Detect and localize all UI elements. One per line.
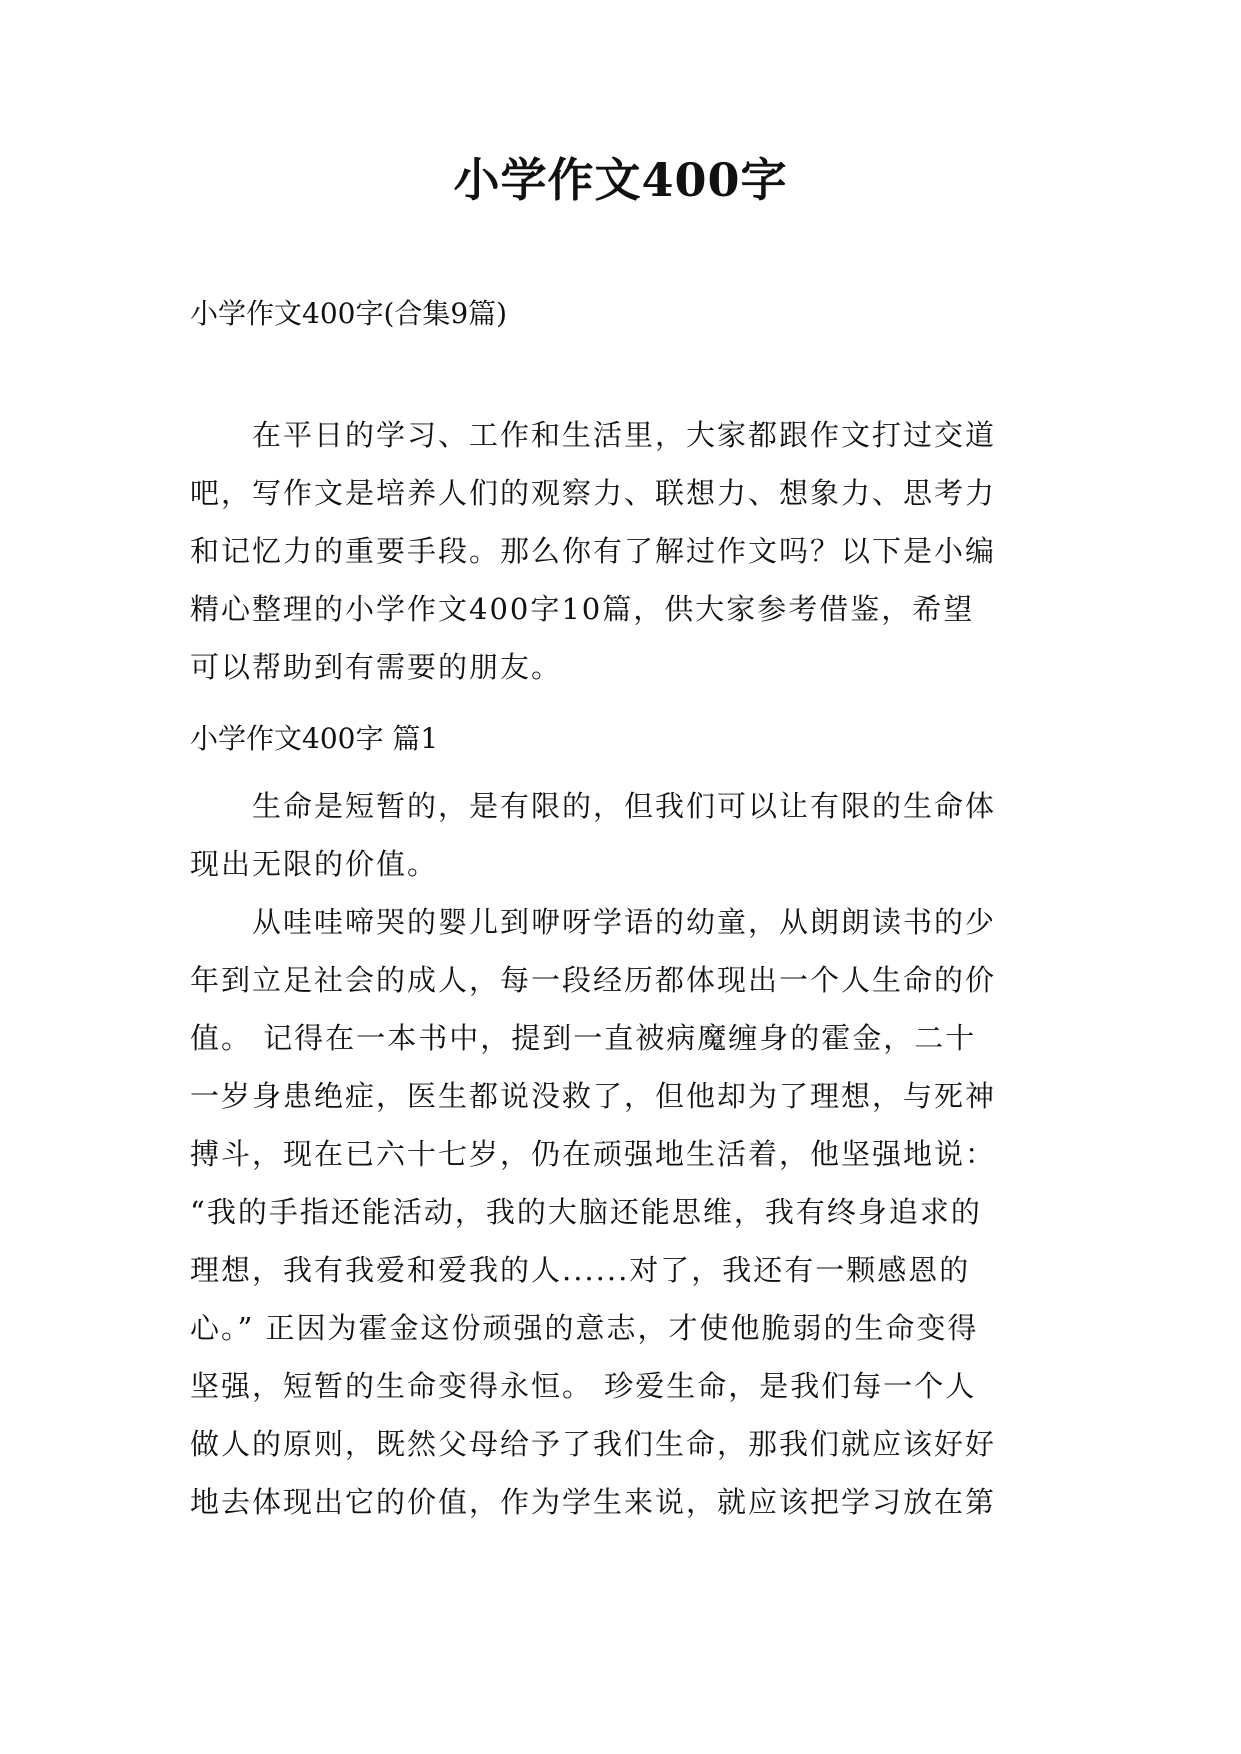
body-line: 搏斗，现在已六十七岁，仍在顽强地生活着，他坚强地说： <box>190 1137 997 1171</box>
intro-line: 和记忆力的重要手段。那么你有了解过作文吗？以下是小编 <box>190 534 997 568</box>
document-title: 小学作文400字 <box>453 153 788 207</box>
body-line: 地去体现出它的价值，作为学生来说，就应该把学习放在第 <box>190 1485 997 1519</box>
body-line: 一岁身患绝症，医生都说没救了，但他却为了理想，与死神 <box>190 1079 997 1113</box>
intro-line: 可以帮助到有需要的朋友。 <box>190 650 563 684</box>
body-line: 年到立足社会的成人，每一段经历都体现出一个人生命的价 <box>190 963 997 997</box>
body-line: 生命是短暂的，是有限的，但我们可以让有限的生命体 <box>190 789 997 823</box>
intro-line: 吧，写作文是培养人们的观察力、联想力、想象力、思考力 <box>190 476 997 510</box>
section-heading: 小学作文400字 篇1 <box>190 722 439 755</box>
body-line: “我的手指还能活动，我的大脑还能思维，我有终身追求的 <box>190 1195 982 1229</box>
body-line: 坚强，短暂的生命变得永恒。 珍爱生命，是我们每一个人 <box>190 1369 977 1403</box>
body-line: 做人的原则，既然父母给予了我们生命，那我们就应该好好 <box>190 1427 997 1461</box>
body-line: 理想，我有我爱和爱我的人......对了，我还有一颗感恩的 <box>190 1253 971 1287</box>
body-line: 现出无限的价值。 <box>190 847 439 881</box>
essay-body <box>190 777 1050 1531</box>
document-subtitle: 小学作文400字(合集9篇) <box>190 297 508 330</box>
body-line: 从哇哇啼哭的婴儿到咿呀学语的幼童，从朗朗读书的少 <box>190 905 997 939</box>
body-line: 值。 记得在一本书中，提到一直被病魔缠身的霍金，二十 <box>190 1021 977 1055</box>
intro-line: 在平日的学习、工作和生活里，大家都跟作文打过交道 <box>190 418 997 452</box>
intro-line: 精心整理的小学作文400字10篇，供大家参考借鉴，希望 <box>190 592 975 626</box>
body-line: 心。” 正因为霍金这份顽强的意志，才使他脆弱的生命变得 <box>190 1311 979 1345</box>
intro-paragraph <box>190 406 1050 696</box>
